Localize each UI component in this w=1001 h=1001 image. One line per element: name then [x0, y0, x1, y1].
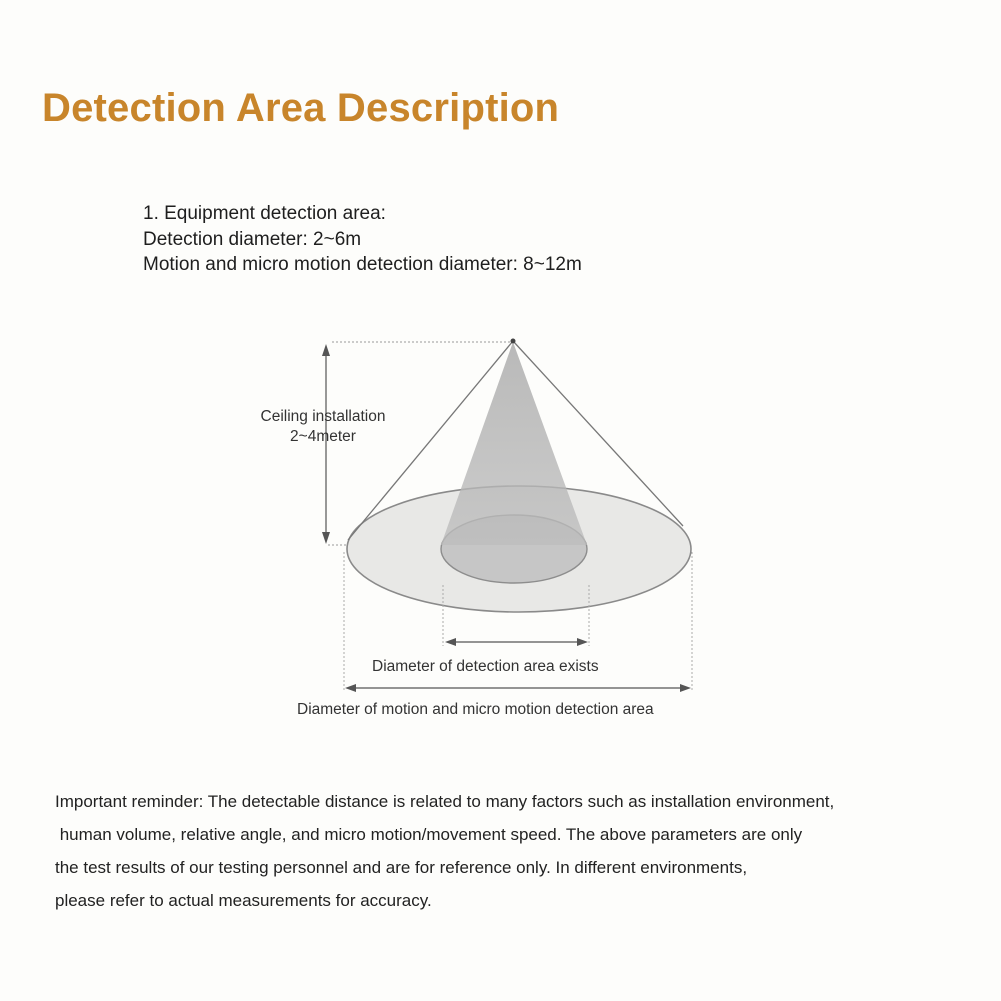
spec-heading: 1. Equipment detection area:	[143, 203, 386, 224]
inner-arrow-head-left	[445, 638, 456, 646]
ceiling-label-line1: Ceiling installation	[260, 408, 386, 425]
ceiling-label-line2: 2~4meter	[290, 428, 356, 445]
important-reminder	[55, 785, 834, 917]
reminder-line-3: the test results of our testing personnel and are for reference only. In different environments,	[55, 858, 748, 877]
outer-arrow-head-right	[680, 684, 691, 692]
spec-motion-diameter: Motion and micro motion detection diameter: 8~12m	[143, 254, 582, 275]
sensor-beam	[441, 342, 587, 545]
spec-detection-diameter: Detection diameter: 2~6m	[143, 228, 362, 250]
outer-diameter-label: Diameter of motion and micro motion detection area	[297, 701, 654, 718]
height-arrow-head-top	[322, 344, 330, 356]
page-title: Detection Area Description	[42, 86, 560, 130]
reminder-line-1: Important reminder: The detectable distance is related to many factors such as installation environment,	[55, 792, 835, 811]
reminder-line-2: human volume, relative angle, and micro motion/movement speed. The above parameters are only	[55, 825, 803, 844]
sensor-point	[511, 339, 516, 344]
inner-arrow-head-right	[577, 638, 588, 646]
ceiling-installation-label	[248, 407, 398, 447]
reminder-line-4: please refer to actual measurements for accuracy.	[55, 891, 432, 910]
outer-arrow-head-left	[345, 684, 356, 692]
inner-diameter-label: Diameter of detection area exists	[372, 658, 599, 675]
height-arrow-head-bottom	[322, 532, 330, 544]
